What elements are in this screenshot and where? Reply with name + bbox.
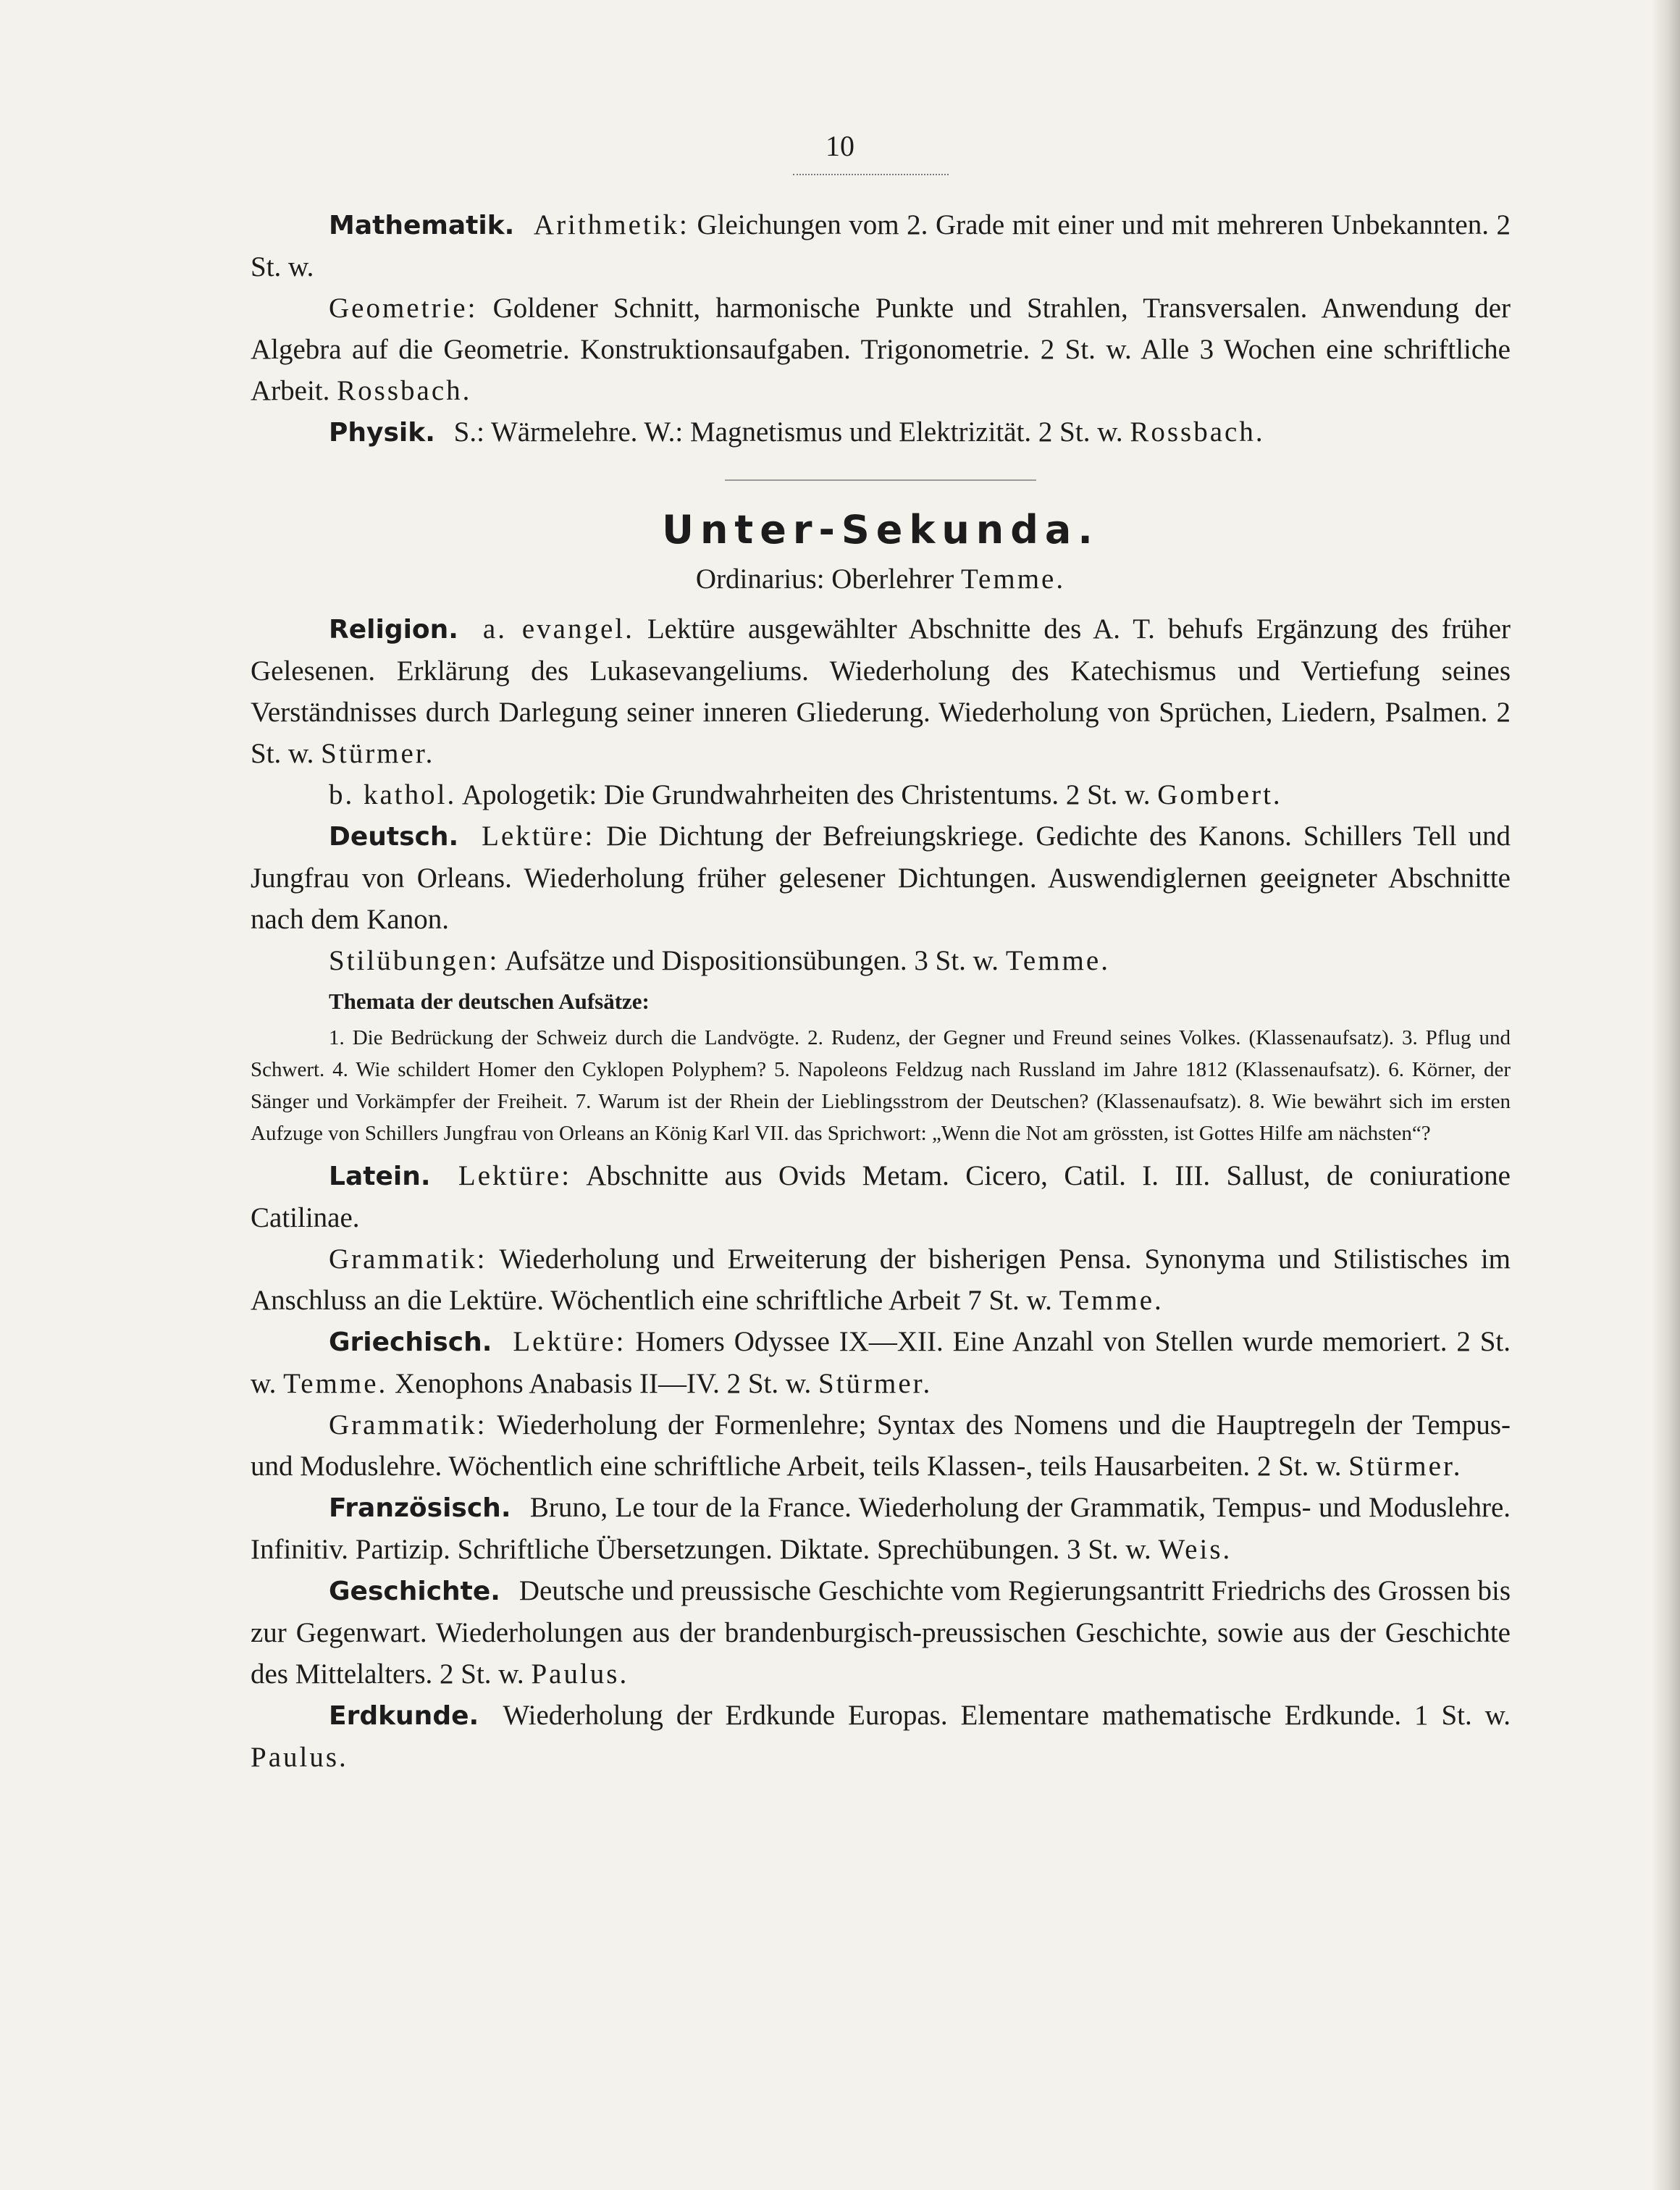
mathematik-geometrie-paragraph	[251, 288, 1511, 411]
latein-grammatik-text: Wiederholung und Erweiterung der bisherigen Pensa. Synonyma und Stilistisches im Anschluss an die Lektüre. Wöchentlich eine schriftliche Arbeit 7 St. w.	[251, 1243, 1511, 1316]
deutsch-lektuere-label: Lektüre:	[482, 821, 595, 852]
griechisch-lektuere-text: Homers Odyssee IX—XII. Eine Anzahl von Stellen wurde memoriert. 2 St. w.	[251, 1326, 1511, 1399]
subject-label-religion: Religion.	[329, 615, 458, 645]
subject-label-erdkunde: Erdkunde.	[329, 1701, 479, 1731]
erdkunde-text: Wiederholung der Erdkunde Europas. Elementare mathematische Erdkunde. 1 St. w.	[503, 1700, 1511, 1731]
religion-evangel-label: a. evangel.	[482, 613, 634, 645]
deutsch-stil-text: Aufsätze und Dispositionsübungen. 3 St. w.	[504, 945, 999, 976]
latein-teacher: Temme.	[1059, 1285, 1164, 1316]
ordinarius-label: Ordinarius:	[695, 563, 825, 595]
subject-label-geschichte: Geschichte.	[329, 1577, 500, 1606]
page-number: 10	[826, 130, 854, 162]
griechisch-grammatik-label: Grammatik:	[329, 1409, 487, 1440]
subject-label-deutsch: Deutsch.	[329, 822, 459, 852]
subject-label-physik: Physik.	[329, 418, 435, 448]
griechisch-lektuere-teacher: Temme.	[283, 1368, 388, 1399]
page-content	[251, 204, 1511, 1778]
griechisch-xenophon-teacher: Stürmer.	[818, 1368, 933, 1399]
section-divider	[725, 479, 1036, 481]
erdkunde-paragraph	[251, 1695, 1511, 1778]
religion-evangel-teacher: Stürmer.	[321, 738, 435, 769]
griechisch-lektuere-paragraph	[251, 1321, 1511, 1404]
section-title: Unter-Sekunda.	[662, 507, 1099, 553]
deutsch-stil-label: Stilübungen:	[329, 945, 500, 976]
deutsch-teacher: Temme.	[1005, 945, 1110, 976]
griechisch-xenophon-text: Xenophons Anabasis II—IV. 2 St. w.	[395, 1368, 812, 1399]
physik-text: S.: Wärmelehre. W.: Magnetismus und Elektrizität. 2 St. w.	[453, 416, 1123, 448]
deutsch-lektuere-paragraph	[251, 815, 1511, 940]
latein-grammatik-paragraph	[251, 1238, 1511, 1321]
themata-list: 1. Die Bedrückung der Schweiz durch die Landvögte. 2. Rudenz, der Gegner und Freund seines Volkes. (Klassenaufsatz). 3. Pflug und Schwert. 4. Wie schildert Homer den Cyklopen Polyphem? 5. Napoleons Feldzug nach Russland im Jahre 1812 (Klassenaufsatz). 6. Körner, der Sänger und Vorkämpfer der Freiheit. 7. Warum ist der Rhein der Lieblingsstrom der Deutschen? (Klassenaufsatz). 8. Wie bewährt sich im ersten Aufzuge von Schillers Jungfrau von Orleans an König Karl VII. das Sprichwort: „Wenn die Not am grössten, ist Gottes Hilfe am nächsten“?	[251, 1026, 1511, 1145]
geometrie-text: Goldener Schnitt, harmonische Punkte und Strahlen, Transversalen. Anwendung der Algebra auf die Geometrie. Konstruktionsaufgaben. Trigonometrie. 2 St. w. Alle 3 Wochen eine schriftliche Arbeit.	[251, 293, 1511, 406]
griechisch-grammatik-teacher: Stürmer.	[1348, 1451, 1463, 1482]
latein-lektuere-paragraph	[251, 1155, 1511, 1238]
geschichte-text: Deutsche und preussische Geschichte vom Regierungsantritt Friedrichs des Grossen bis zur Gegenwart. Wiederholungen aus der brandenburgisch-preussischen Geschichte, sowie aus der Geschichte des Mittelalters. 2 St. w.	[251, 1575, 1511, 1690]
themata-heading: Themata der deutschen Aufsätze:	[329, 989, 650, 1014]
geschichte-teacher: Paulus.	[531, 1658, 629, 1690]
latein-grammatik-label: Grammatik:	[329, 1243, 487, 1275]
physik-teacher: Rossbach.	[1130, 416, 1265, 448]
subject-label-franzoesisch: Französisch.	[329, 1493, 511, 1523]
griechisch-grammatik-paragraph	[251, 1404, 1511, 1487]
mathematik-arithmetik-paragraph	[251, 204, 1511, 288]
ordinarius-line	[251, 558, 1511, 601]
page-binding-edge	[1651, 0, 1680, 2190]
latein-lektuere-label: Lektüre:	[458, 1160, 572, 1191]
franzoesisch-teacher: Weis.	[1158, 1534, 1232, 1565]
page-number-rule	[793, 174, 949, 175]
religion-kathol-paragraph	[251, 774, 1511, 815]
religion-kathol-teacher: Gombert.	[1157, 779, 1282, 810]
religion-evangel-text: Lektüre ausgewählter Abschnitte des A. T. behufs Ergänzung des früher Gelesenen. Erklärung des Lukasevangeliums. Wiederholung des Katechismus und Vertiefung seines Verständnisses durch Darlegung seiner inneren Gliederung. Wiederholung von Sprüchen, Liedern, Psalmen. 2 St. w.	[251, 613, 1511, 769]
deutsch-lektuere-text: Die Dichtung der Befreiungskriege. Gedichte des Kanons. Schillers Tell und Jungfrau von Orleans. Wiederholung früher gelesener Dichtungen. Auswendiglernen geeigneter Abschnitte nach dem Kanon.	[251, 821, 1511, 935]
arithmetik-text: Gleichungen vom 2. Grade mit einer und mit mehreren Unbekannten. 2 St. w.	[251, 209, 1511, 282]
arithmetik-label: Arithmetik:	[533, 209, 689, 240]
physik-paragraph	[251, 411, 1511, 453]
religion-kathol-text: Die Grundwahrheiten des Christentums. 2 St. w.	[603, 779, 1151, 810]
deutsch-stil-paragraph	[251, 940, 1511, 981]
geschichte-paragraph	[251, 1570, 1511, 1695]
subject-label-griechisch: Griechisch.	[329, 1327, 492, 1357]
franzoesisch-paragraph	[251, 1487, 1511, 1570]
latein-lektuere-text: Abschnitte aus Ovids Metam. Cicero, Catil. I. III. Sallust, de coniuratione Catilinae.	[251, 1160, 1511, 1233]
ordinarius-teacher: Temme.	[960, 563, 1066, 595]
geometrie-label: Geometrie:	[329, 293, 478, 324]
religion-kathol-label: b. kathol.	[329, 779, 457, 810]
subject-label-mathematik: Mathematik.	[329, 211, 515, 240]
mathematik-teacher: Rossbach.	[337, 375, 472, 406]
erdkunde-teacher: Paulus.	[251, 1742, 348, 1773]
religion-kathol-sublabel: Apologetik:	[461, 779, 597, 810]
ordinarius-name: Oberlehrer	[831, 563, 954, 595]
religion-evangel-paragraph	[251, 608, 1511, 774]
griechisch-grammatik-text: Wiederholung der Formenlehre; Syntax des Nomens und die Hauptregeln der Tempus- und Moduslehre. Wöchentlich eine schriftliche Arbeit, teils Klassen-, teils Hausarbeiten. 2 St. w.	[251, 1409, 1511, 1482]
griechisch-lektuere-label: Lektüre:	[513, 1326, 626, 1357]
franzoesisch-text: Bruno, Le tour de la France. Wiederholung der Grammatik, Tempus- und Moduslehre. Infinitiv. Partizip. Schriftliche Übersetzungen. Diktate. Sprechübungen. 3 St. w.	[251, 1492, 1511, 1565]
subject-label-latein: Latein.	[329, 1162, 431, 1191]
